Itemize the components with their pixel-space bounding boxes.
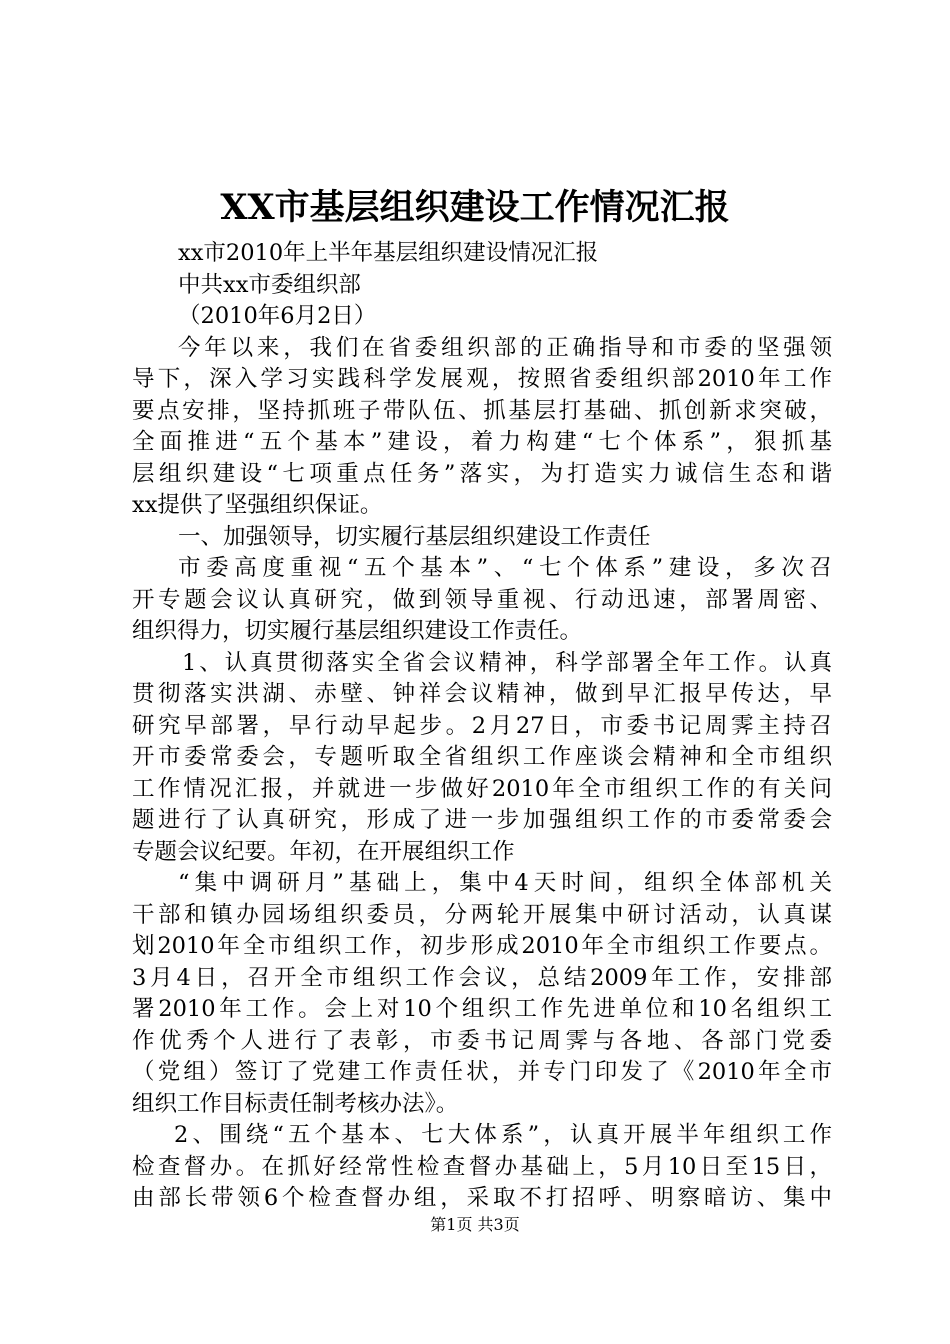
paragraph-line: 要点安排，坚持抓班子带队伍、抓基层打基础、抓创新求突破， (132, 397, 832, 424)
paragraph-line: 研究早部署，早行动早起步。2月27日，市委书记周霁主持召 (132, 712, 832, 739)
paragraph-line: 干部和镇办园场组织委员，分两轮开展集中研讨活动，认真谋 (132, 901, 832, 928)
paragraph-line: 检查督办。在抓好经常性检查督办基础上，5月10日至15日， (132, 1153, 832, 1180)
author-line: 中共xx市委组织部 (178, 271, 361, 298)
paragraph-line: xx提供了坚强组织保证。 (132, 492, 383, 518)
paragraph-line: 组织工作目标责任制考核办法》。 (132, 1090, 459, 1117)
date-line: （2010年6月2日） (178, 303, 377, 329)
paragraph-line: 开市委常委会，专题听取全省组织工作座谈会精神和全市组织 (132, 744, 832, 770)
document-title: XX市基层组织建设工作情况汇报 (220, 187, 730, 228)
paragraph-line: 市委高度重视“五个基本”、“七个体系”建设，多次召 (178, 555, 832, 581)
paragraph-line: 由部长带领6个检查督办组，采取不打招呼、明察暗访、集中 (132, 1185, 832, 1211)
paragraph-line: “集中调研月”基础上，集中4天时间，组织全体部机关 (178, 870, 832, 896)
paragraph-line: 全面推进“五个基本”建设，着力构建“七个体系”，狠抓基 (132, 429, 832, 455)
paragraph-line: 工作情况汇报，并就进一步做好2010年全市组织工作的有关问 (132, 775, 832, 802)
section-heading: 一、加强领导，切实履行基层组织建设工作责任 (178, 523, 651, 550)
paragraph-line: 开专题会议认真研究，做到领导重视、行动迅速，部署周密、 (132, 586, 832, 613)
paragraph-line: 2、围绕“五个基本、七大体系”，认真开展半年组织工作 (174, 1122, 832, 1148)
paragraph-line: 专题会议纪要。年初，在开展组织工作 (132, 838, 515, 865)
subtitle-line: xx市2010年上半年基层组织建设情况汇报 (178, 240, 599, 266)
paragraph-line: 组织得力，切实履行基层组织建设工作责任。 (132, 618, 583, 644)
paragraph-line: （党组）签订了党建工作责任状，并专门印发了《2010年全市 (132, 1059, 832, 1085)
paragraph-line: 层组织建设“七项重点任务”落实，为打造实力诚信生态和谐 (132, 460, 832, 487)
paragraph-line: 署2010年工作。会上对10个组织工作先进单位和10名组织工 (132, 996, 832, 1022)
paragraph-line: 1、认真贯彻落实全省会议精神，科学部署全年工作。认真 (182, 649, 832, 676)
paragraph-line: 题进行了认真研究，形成了进一步加强组织工作的市委常委会 (132, 807, 832, 833)
paragraph-line: 划2010年全市组织工作，初步形成2010年全市组织工作要点。 (132, 933, 832, 959)
page-footer: 第1页 共3页 (430, 1215, 520, 1234)
paragraph-line: 贯彻落实洪湖、赤壁、钟祥会议精神，做到早汇报早传达，早 (132, 681, 832, 707)
paragraph-line: 作优秀个人进行了表彰，市委书记周霁与各地、各部门党委 (132, 1027, 832, 1054)
paragraph-line: 3月4日，召开全市组织工作会议，总结2009年工作，安排部 (132, 964, 832, 991)
document-body (132, 238, 832, 1215)
paragraph-line: 今年以来，我们在省委组织部的正确指导和市委的坚强领 (178, 334, 832, 361)
paragraph-line: 导下，深入学习实践科学发展观，按照省委组织部2010年工作 (132, 366, 832, 392)
